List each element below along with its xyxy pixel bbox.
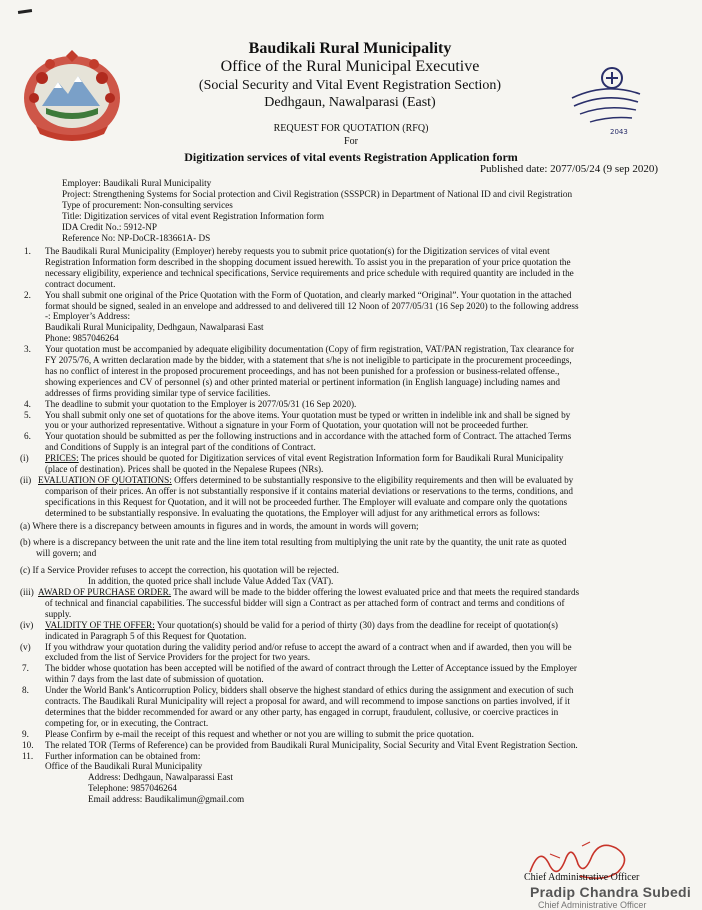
clause-number: 11. (22, 750, 34, 761)
sub-clause-a: (a) Where there is a discrepancy between amounts in figures and in words, the amount in words will govern; (20, 520, 419, 531)
body-line: competing for, or in executing, the Contract. (45, 717, 209, 728)
clause-number: 5. (24, 409, 31, 420)
signatory-name: Pradip Chandra Subedi (530, 884, 692, 900)
body-line: has no conflict of interest in the proposed procurement proceedings, and has not been punished for a profession or business-related offense., (45, 365, 560, 376)
clause-number: 8. (22, 685, 29, 696)
body-line: determines that the bidder recommended for award or any other party, has engaged in corrupt, fraudulent, collusive, or coercive practices in (45, 706, 559, 717)
clause-number: (ii) (20, 474, 32, 485)
body-line: FY 2075/76, A written declaration made by the bidder, with a statement that s/he is not ineligible to participate in the procurement proceedings, (45, 355, 572, 365)
body-line: contract document. (45, 278, 116, 289)
body-line: necessary eligibility, experience and technical specifications, Service requirements and price schedule with required quantity are included in the (45, 267, 574, 278)
clause-number: 6. (24, 431, 31, 442)
published-date: Published date: 2077/05/24 (9 sep 2020) (479, 163, 658, 175)
body-line: The bidder whose quotation has been accepted will be notified of the award of contract through the Letter of Acceptance issued by the Employer (45, 663, 577, 674)
contact-email: Email address: Baudikalimun@gmail.com (88, 794, 245, 805)
body-line: specifications in this Request for Quotation, and it will not be proceeded further. The Employer will evaluate and compare only the quotations (45, 496, 568, 507)
validity-heading: VALIDITY OF THE OFFER: (45, 619, 155, 630)
body-line: format should be signed, sealed in an envelope and addressed to and delivered till 12 Noon of 2077/05/31 (16 Sep 2020) to the following address (45, 300, 579, 311)
evaluation-first-line (38, 475, 573, 486)
body-line: The deadline to submit your quotation to the Employer is 2077/05/31 (16 Sep 2020). (45, 398, 357, 409)
body-line: The Baudikali Rural Municipality (Employer) hereby requests you to submit price quotation(s) for the Digitization services of vital event (45, 246, 550, 256)
body-line: of technical and financial capabilities. The successful bidder will sign a Contract as per attached form of contract and terms and conditions of (45, 597, 565, 608)
evaluation-text: Offers determined to be substantially responsive to the eligibility requirements and then will be evaluated by (171, 474, 574, 485)
body-line: Baudikali Rural Municipality, Dedhgaun, Nawalparasi East (45, 322, 264, 333)
clause-number: (iv) (20, 619, 34, 630)
body-line: (place of destination). Prices shall be quoted in the Nepalese Rupees (NRs). (45, 464, 324, 474)
sub-clause-b: (b) where is a discrepancy between the unit rate and the line item total resulting from multiplying the unit rate by the quantity, the unit rate as quoted (20, 537, 567, 548)
body-line: you or your authorized representative. Without a signature in your Form of Quotation, your quotation will not be proceeded further. (45, 420, 529, 431)
body-line: If you withdraw your quotation during the validity period and/or refuse to accept the award of a contract when and if awarded, then you will be (45, 641, 572, 652)
body-line: indicated in Paragraph 5 of this Request for Quotation. (45, 630, 247, 641)
meta-line: Employer: Baudikali Rural Municipality (62, 178, 212, 188)
validity-text: Your quotation(s) should be valid for a period of thirty (30) days from the deadline for receipt of quotation(s) (154, 619, 558, 630)
org-name: Baudikali Rural Municipality (248, 40, 452, 57)
body-line: Your quotation must be accompanied by adequate eligibility documentation (Copy of firm registration, VAT/PAN registration, Tax clearance for (45, 344, 575, 355)
award-heading: AWARD OF PURCHASE ORDER. (38, 587, 172, 597)
clause-number: 2. (24, 289, 31, 300)
clause-number: (i) (20, 453, 29, 464)
stray-mark (18, 9, 32, 14)
clause-number: 10. (22, 739, 34, 750)
clause-number: (iii) (20, 587, 34, 597)
clause-number: 9. (22, 728, 29, 739)
vat-note: In addition, the quoted price shall include Value Added Tax (VAT). (88, 576, 334, 587)
evaluation-heading: EVALUATION OF QUOTATIONS: (38, 474, 172, 485)
prices-heading: PRICES: (45, 453, 79, 464)
signatory-role: Chief Administrative Officer (524, 872, 640, 883)
body-line: addresses of firms providing similar type of service facilities. (45, 387, 271, 398)
document-title: Digitization services of vital events Registration Application form (184, 150, 518, 164)
body-line: -: Employer’s Address: (45, 311, 131, 322)
signatory-role-stamp: Chief Administrative Officer (538, 900, 647, 910)
body-line: comparison of their prices. An offer is not substantially responsive if it contains material deviations or reservations to the terms, conditions, and (45, 485, 573, 496)
clause-number: (v) (20, 641, 31, 652)
body-line: You shall submit only one set of quotations for the above items. Your quotation must be typed or written in indelible ink and shall be signed by (45, 409, 571, 420)
body-line: Registration Information form described in the shopping document issued herewith. To assist you in the preparation of your price quotation the (45, 256, 571, 267)
body-line: showing experiences and CV of personnel (s) and other printed material or pertinent information (in English language) including names and (45, 376, 560, 387)
prices-text: The prices should be quoted for Digitization services of vital event Registration Information form for Baudikali Rural Municipality (78, 453, 564, 464)
award-text: The award will be made to the bidder offering the lowest evaluated price and that meets the required standards (171, 587, 580, 597)
rfq-heading: REQUEST FOR QUOTATION (RFQ) (273, 123, 429, 134)
office-name: Office of the Rural Municipal Executive (220, 58, 480, 75)
section-name: (Social Security and Vital Event Registration Section) (198, 78, 502, 93)
body-line: Your quotation should be submitted as per the following instructions and in accordance with the attached form of Contract. The attached Terms (45, 431, 572, 442)
body-line: Further information can be obtained from: (45, 750, 201, 761)
body-line: excluded from the list of Service Providers for the project for two years. (45, 652, 311, 663)
clause-number: 4. (24, 398, 31, 409)
contact-phone: Telephone: 9857046264 (88, 783, 177, 794)
meta-line: Title: Digitization services of vital event Registration Information form (62, 210, 324, 221)
meta-line: Reference No: NP-DoCR-183661A- DS (62, 232, 211, 243)
body-line: and Conditions of Supply is an integral part of the conditions of Contract. (45, 442, 316, 453)
sub-clause-b-cont: will govern; and (36, 548, 97, 559)
for-label: For (344, 136, 358, 147)
clause-number: 1. (24, 246, 31, 256)
office-location: Dedhgaun, Nawalparasi (East) (264, 95, 436, 110)
contact-office: Office of the Baudikali Rural Municipality (45, 761, 203, 772)
clause-number: 3. (24, 344, 31, 355)
validity-first-line (45, 620, 558, 631)
body-line: determined to be substantially responsive. In evaluating the quotations, the Employer will adjust for any arithmetical errors as follows: (45, 507, 540, 518)
body-line: Phone: 9857046264 (45, 333, 119, 344)
prices-first-line (45, 453, 563, 464)
meta-line: Type of procurement: Non-consulting services (62, 199, 233, 210)
body-line: within 7 days from the last date of submission of quotation. (45, 674, 264, 685)
contact-address: Address: Dedhgaun, Nawalparassi East (88, 772, 233, 783)
body-line: supply. (45, 608, 72, 619)
sub-clause-c: (c) If a Service Provider refuses to accept the correction, his quotation will be rejected. (20, 565, 339, 576)
meta-line: Project: Strengthening Systems for Social protection and Civil Registration (SSSPCR) in Department of National ID and civil Registration (62, 188, 573, 199)
svg-text:2043: 2043 (610, 128, 628, 136)
body-line: Please Confirm by e-mail the receipt of this request and whether or not you are willing to submit the price quotation. (45, 728, 474, 739)
meta-line: IDA Credit No.: 5912-NP (62, 221, 157, 232)
body-line: Under the World Bank’s Anticorruption Policy, bidders shall observe the highest standard of ethics during the assignment and execution of such (45, 685, 574, 696)
body-line: contracts. The Baudikali Rural Municipality will reject a proposal for award, and will recommend to impose sanctions on parties involved, if it (45, 696, 570, 706)
award-first-line (38, 587, 579, 598)
body-line: You shall submit one original of the Price Quotation with the Form of Quotation, and clearly marked “Original”. Your quotation in the attached (45, 289, 572, 300)
clause-number: 7. (22, 663, 29, 674)
body-line: The related TOR (Terms of Reference) can be provided from Baudikali Rural Municipality, Social Security and Vital Event Registration Section. (45, 739, 578, 750)
